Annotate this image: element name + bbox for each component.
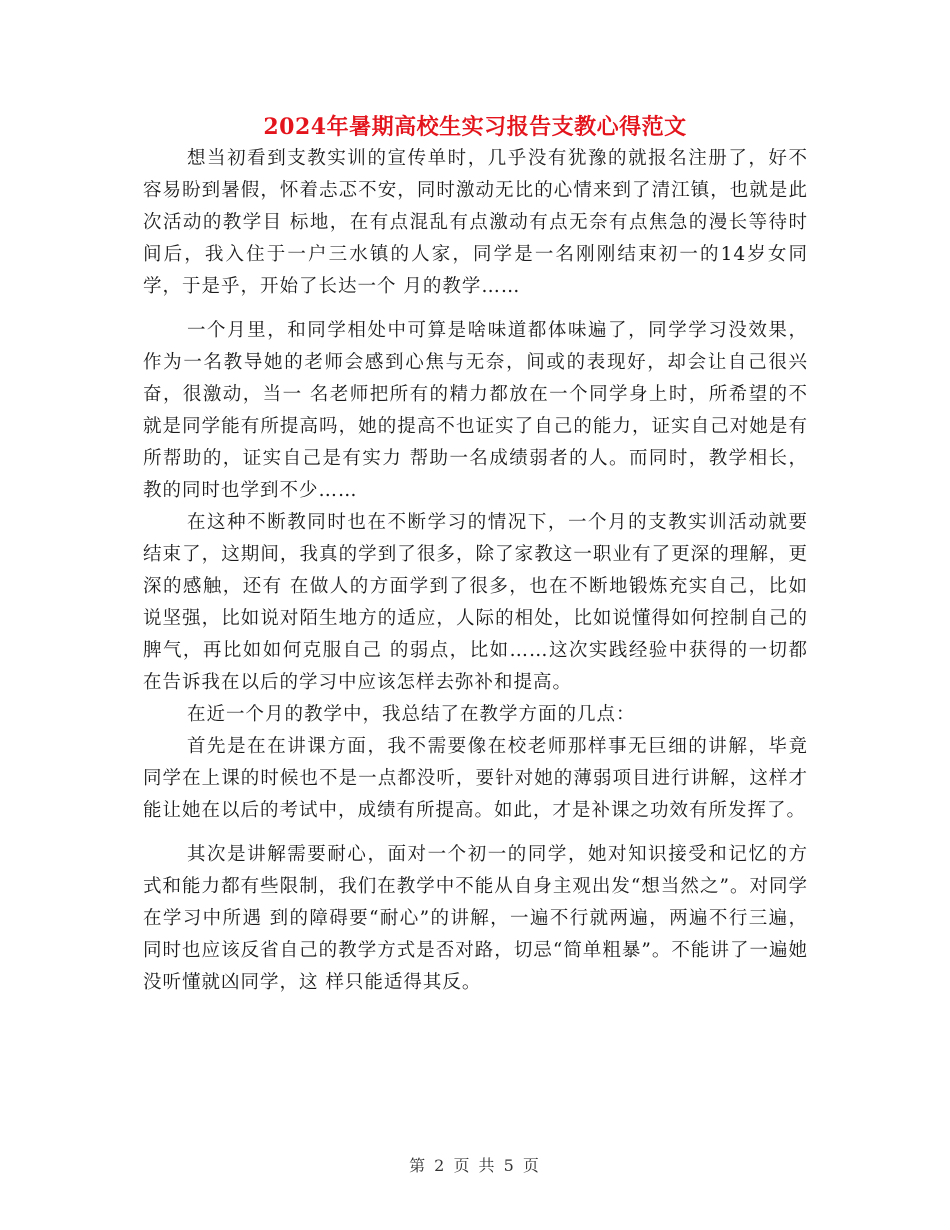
paragraph-1: 想当初看到支教实训的宣传单时，几乎没有犹豫的就报名注册了，好不容易盼到暑假，怀着忐忑不安，同时激动无比的心情来到了清江镇，也就是此次活动的教学目 标地，在有点混乱有点激动有点无奈有点焦急的漫长等待时间后，我入住于一户三水镇的人家，同学是一名刚刚结束初一的14岁女同学，于是乎，开始了长达一个 月的教学…… <box>143 148 808 297</box>
document-body <box>143 143 808 999</box>
paragraph-4: 在近一个月的教学中，我总结了在教学方面的几点： <box>187 704 636 725</box>
paragraph-3: 在这种不断教同时也在不断学习的情况下，一个月的支教实训活动就要结束了，这期间，我真的学到了很多，除了家教这一职业有了更深的理解，更深的感触，还有 在做人的方面学到了很多，也在不断地锻炼充实自己，比如说坚强，比如说对陌生地方的适应，人际的相处，比如说懂得如何控制自己的脾气，再比如如何克服自己 的弱点，比如……这次实践经验中获得的一切都在告诉我在以后的学习中应该怎样去弥补和提高。 <box>143 512 808 693</box>
page-number-footer: 第 2 页 共 5 页 <box>409 1156 541 1175</box>
paragraph-5: 首先是在在讲课方面，我不需要像在校老师那样事无巨细的讲解，毕竟同学在上课的时候也不是一点都没听，要针对她的薄弱项目进行讲解，这样才能让她在以后的考试中，成绩有所提高。如此，才是补课之功效有所发挥了。 <box>143 736 808 821</box>
paragraph-2: 一个月里，和同学相处中可算是啥味道都体味遍了，同学学习没效果，作为一名教导她的老师会感到心焦与无奈，间或的表现好，却会让自己很兴奋，很激动，当一 名老师把所有的精力都放在一个同学身上时，所希望的不就是同学能有所提高吗，她的提高不也证实了自己的能力，证实自己对她是有所帮助的，证实自己是有实力 帮助一名成绩弱者的人。而同时，教学相长，教的同时也学到不少…… <box>143 320 808 501</box>
document-title: 2024年暑期高校生实习报告支教心得范文 <box>263 114 687 140</box>
paragraph-6: 其次是讲解需要耐心，面对一个初一的同学，她对知识接受和记忆的方式和能力都有些限制，我们在教学中不能从自身主观出发“想当然之”。对同学在学习中所遇 到的障碍要“耐心”的讲解，一遍不行就两遍，两遍不行三遍，同时也应该反省自己的教学方式是否对路，切忌“简单粗暴”。不能讲了一遍她没听懂就凶同学，这 样只能适得其反。 <box>143 844 808 993</box>
